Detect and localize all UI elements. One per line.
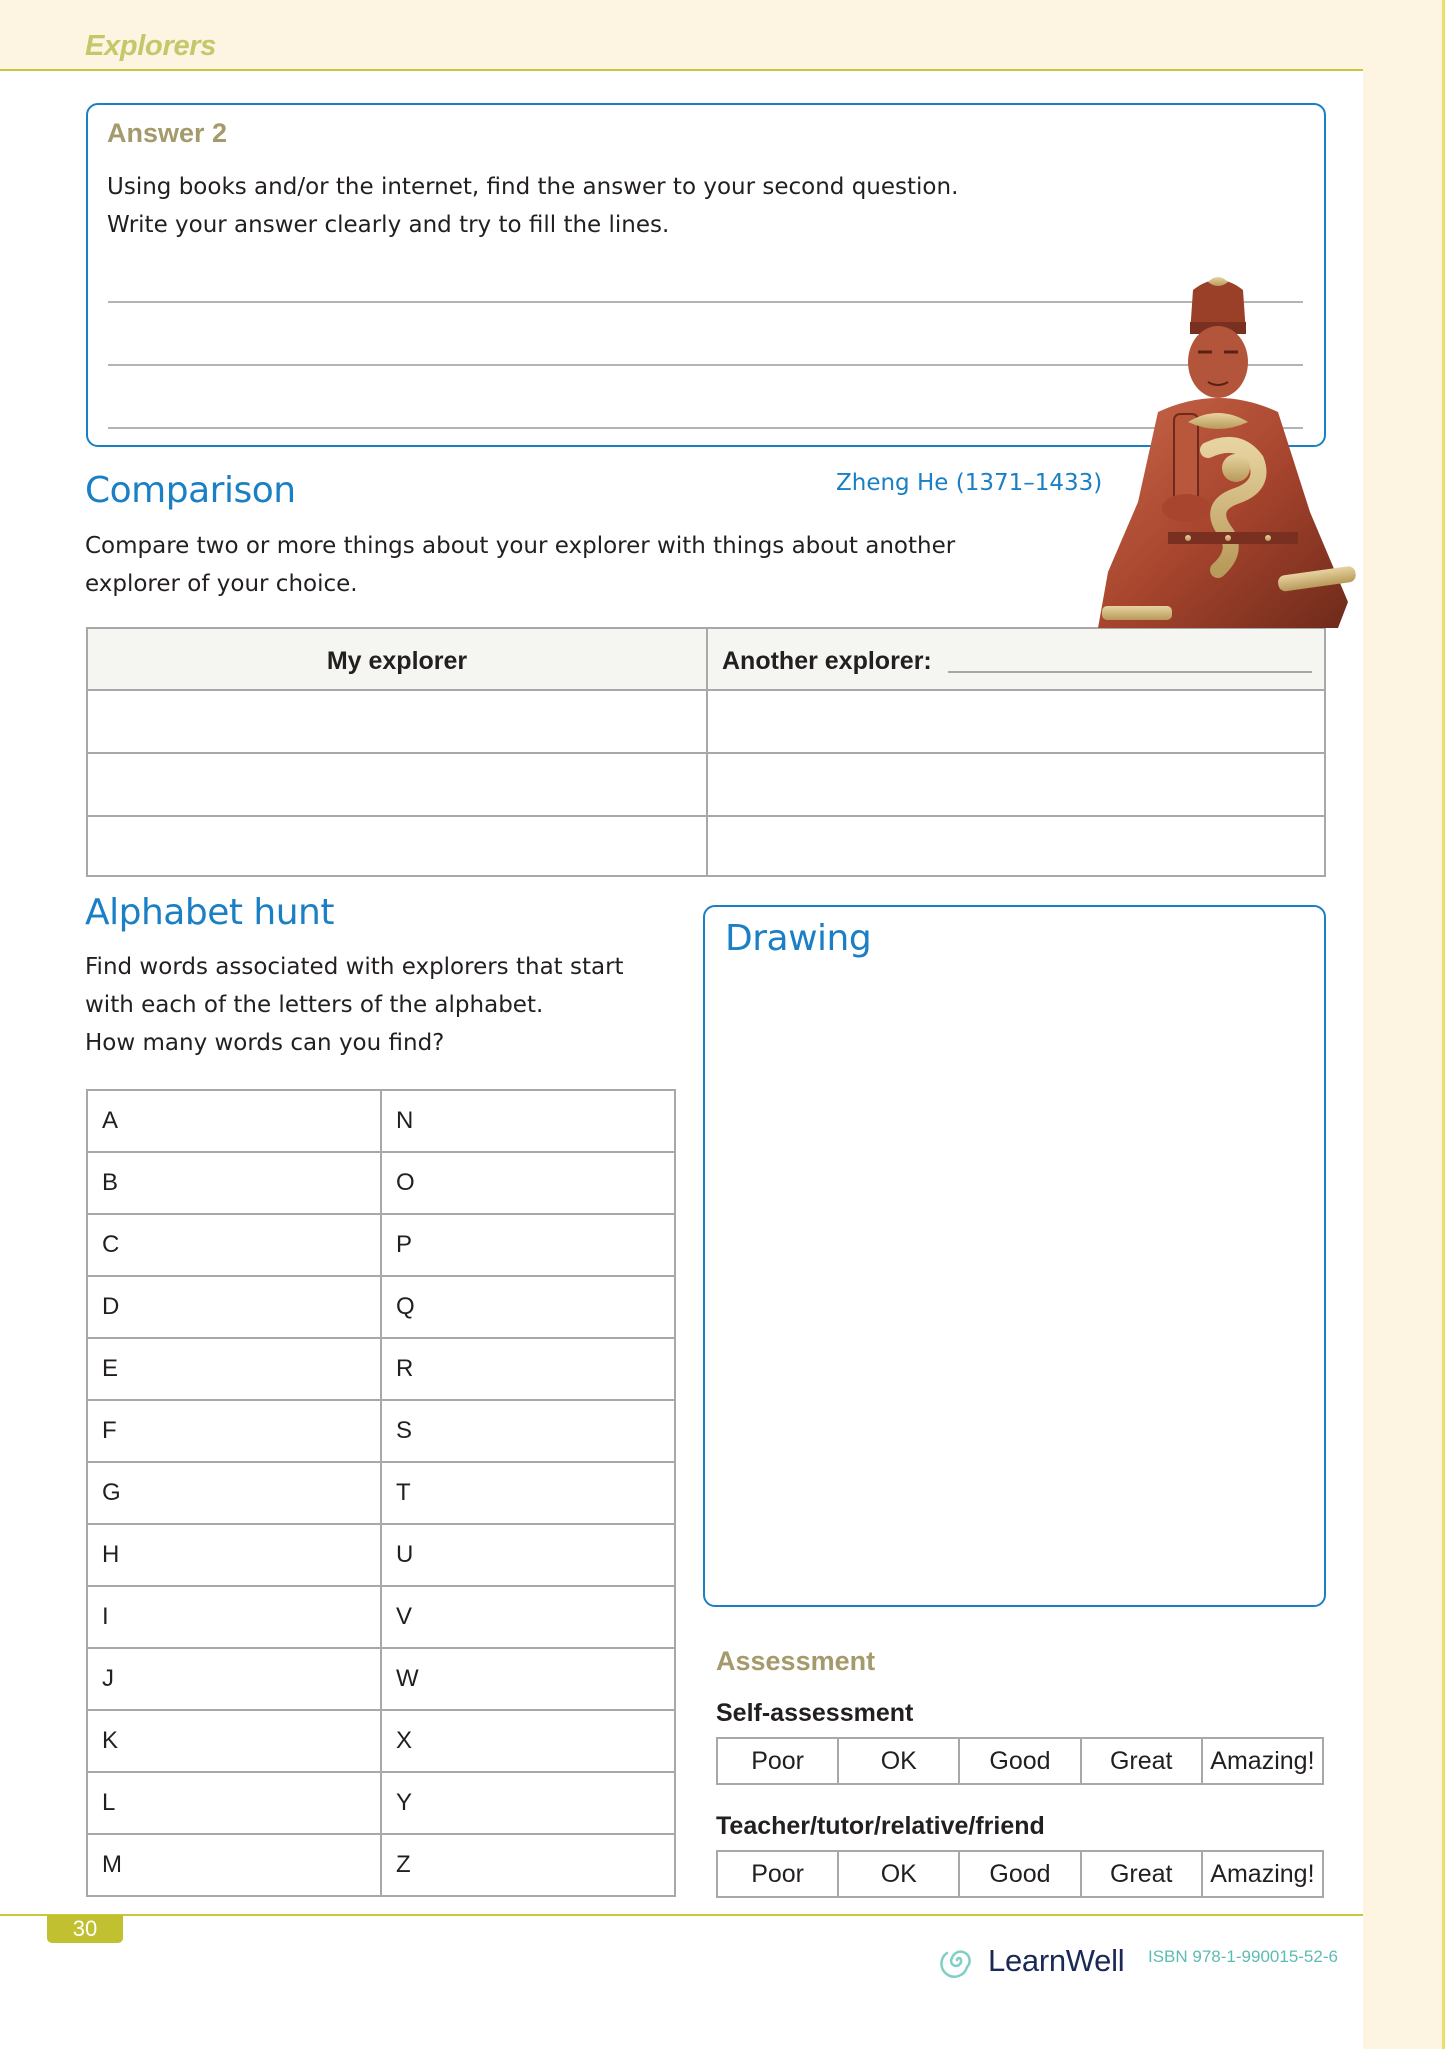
alphabet-cell[interactable]: K bbox=[88, 1711, 382, 1771]
header-cell-another-explorer bbox=[708, 629, 1324, 689]
comparison-cell-mine[interactable] bbox=[88, 817, 708, 875]
comparison-cell-mine[interactable] bbox=[88, 691, 708, 752]
alphabet-cell[interactable]: X bbox=[396, 1727, 413, 1754]
comparison-table bbox=[86, 627, 1326, 877]
alphabet-cell[interactable]: Z bbox=[396, 1851, 411, 1878]
comparison-cell-mine[interactable] bbox=[88, 754, 708, 815]
drawing-area[interactable] bbox=[703, 905, 1326, 1607]
alphabet-cell[interactable]: A bbox=[88, 1091, 382, 1151]
comparison-instruction-line: Compare two or more things about your explorer with things about another bbox=[85, 533, 956, 559]
alphabet-row bbox=[88, 1401, 674, 1463]
zheng-he-statue-image bbox=[1078, 272, 1360, 628]
alphabet-cell[interactable]: H bbox=[88, 1525, 382, 1585]
alphabet-cell[interactable]: J bbox=[88, 1649, 382, 1709]
answer-instruction-line: Write your answer clearly and try to fill the lines. bbox=[107, 212, 670, 238]
comparison-cell-other[interactable] bbox=[708, 817, 1324, 875]
rating-option-ok[interactable]: OK bbox=[839, 1739, 960, 1783]
image-caption: Zheng He (1371–1433) bbox=[836, 470, 1103, 496]
rating-option-poor[interactable]: Poor bbox=[718, 1739, 839, 1783]
learnwell-spiral-icon bbox=[940, 1942, 978, 1978]
teacher-assessment-label: Teacher/tutor/relative/friend bbox=[716, 1812, 1045, 1840]
alphabet-cell[interactable]: F bbox=[88, 1401, 382, 1461]
alphabet-hunt-heading: Alphabet hunt bbox=[85, 892, 334, 933]
alphabet-row bbox=[88, 1463, 674, 1525]
alphabet-instruction-line: Find words associated with explorers that start bbox=[85, 954, 624, 980]
rating-option-great[interactable]: Great bbox=[1082, 1852, 1203, 1896]
alphabet-cell[interactable]: C bbox=[88, 1215, 382, 1275]
alphabet-cell[interactable]: P bbox=[396, 1231, 413, 1258]
alphabet-cell[interactable]: S bbox=[396, 1417, 413, 1444]
alphabet-row bbox=[88, 1091, 674, 1153]
alphabet-row bbox=[88, 1215, 674, 1277]
alphabet-cell[interactable]: L bbox=[88, 1773, 382, 1833]
self-assessment-label: Self-assessment bbox=[716, 1699, 914, 1727]
header-my-explorer: My explorer bbox=[326, 647, 468, 675]
alphabet-table bbox=[86, 1089, 676, 1897]
alphabet-cell[interactable]: E bbox=[88, 1339, 382, 1399]
rating-option-good[interactable]: Good bbox=[960, 1739, 1081, 1783]
comparison-header-row bbox=[88, 629, 1324, 691]
alphabet-cell[interactable]: W bbox=[396, 1665, 419, 1692]
self-assessment-rating bbox=[716, 1737, 1324, 1785]
alphabet-cell[interactable]: O bbox=[396, 1169, 415, 1196]
comparison-row bbox=[88, 691, 1324, 754]
comparison-row bbox=[88, 817, 1324, 875]
answer-instructions bbox=[107, 168, 958, 244]
alphabet-row bbox=[88, 1525, 674, 1587]
alphabet-cell[interactable]: B bbox=[88, 1153, 382, 1213]
alphabet-row bbox=[88, 1587, 674, 1649]
alphabet-cell[interactable]: D bbox=[88, 1277, 382, 1337]
alphabet-row bbox=[88, 1773, 674, 1835]
answer-instruction-line: Using books and/or the internet, find the answer to your second question. bbox=[107, 174, 959, 200]
another-explorer-name-line[interactable] bbox=[948, 671, 1312, 673]
footer-divider bbox=[0, 1914, 1363, 1916]
alphabet-cell[interactable]: M bbox=[88, 1835, 382, 1895]
alphabet-hunt-instructions bbox=[85, 948, 624, 1062]
rating-option-good[interactable]: Good bbox=[960, 1852, 1081, 1896]
alphabet-row bbox=[88, 1711, 674, 1773]
alphabet-cell[interactable]: Q bbox=[396, 1293, 415, 1320]
alphabet-instruction-line: How many words can you find? bbox=[85, 1030, 445, 1056]
alphabet-cell[interactable]: R bbox=[396, 1355, 414, 1382]
drawing-heading: Drawing bbox=[725, 918, 872, 959]
assessment-heading: Assessment bbox=[716, 1646, 876, 1676]
alphabet-cell[interactable]: U bbox=[396, 1541, 414, 1568]
alphabet-row bbox=[88, 1835, 674, 1895]
alphabet-row bbox=[88, 1649, 674, 1711]
rating-option-poor[interactable]: Poor bbox=[718, 1852, 839, 1896]
rating-option-great[interactable]: Great bbox=[1082, 1739, 1203, 1783]
header-divider bbox=[0, 69, 1363, 71]
alphabet-cell[interactable]: V bbox=[396, 1603, 413, 1630]
alphabet-cell[interactable]: I bbox=[88, 1587, 382, 1647]
learnwell-logo-text: LearnWell bbox=[988, 1943, 1125, 1978]
chapter-title: Explorers bbox=[85, 30, 217, 62]
alphabet-cell[interactable]: T bbox=[396, 1479, 411, 1506]
comparison-cell-other[interactable] bbox=[708, 754, 1324, 815]
rating-option-ok[interactable]: OK bbox=[839, 1852, 960, 1896]
comparison-heading: Comparison bbox=[85, 470, 296, 511]
alphabet-cell[interactable]: N bbox=[396, 1107, 414, 1134]
answer-heading: Answer 2 bbox=[107, 118, 228, 148]
comparison-instructions bbox=[85, 527, 955, 603]
comparison-instruction-line: explorer of your choice. bbox=[85, 571, 358, 597]
teacher-assessment-rating bbox=[716, 1850, 1324, 1898]
header-another-explorer: Another explorer: bbox=[722, 647, 932, 675]
rating-option-amazing[interactable]: Amazing! bbox=[1210, 1859, 1315, 1888]
rating-option-amazing[interactable]: Amazing! bbox=[1210, 1746, 1315, 1775]
alphabet-cell[interactable]: Y bbox=[396, 1789, 413, 1816]
alphabet-row bbox=[88, 1153, 674, 1215]
alphabet-row bbox=[88, 1339, 674, 1401]
alphabet-instruction-line: with each of the letters of the alphabet. bbox=[85, 992, 544, 1018]
page-number: 30 bbox=[47, 1915, 123, 1943]
alphabet-cell[interactable]: G bbox=[88, 1463, 382, 1523]
comparison-row bbox=[88, 754, 1324, 817]
header-cell-my-explorer bbox=[88, 629, 708, 689]
isbn: ISBN 978-1-990015-52-6 bbox=[1148, 1947, 1338, 1966]
alphabet-row bbox=[88, 1277, 674, 1339]
comparison-cell-other[interactable] bbox=[708, 691, 1324, 752]
